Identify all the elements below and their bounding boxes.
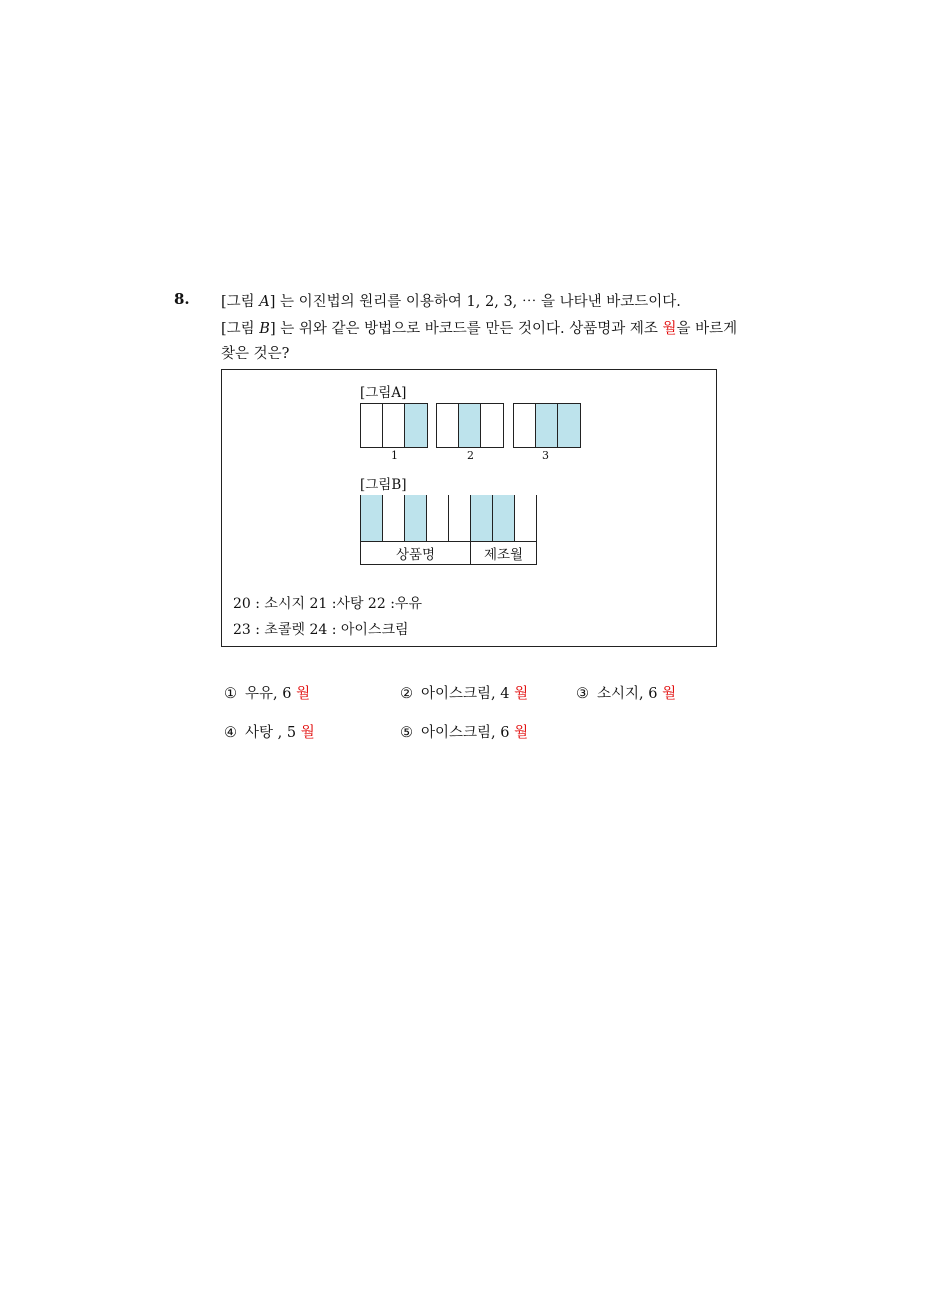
choice-4-mark: ④ — [224, 725, 237, 741]
code-cell — [558, 404, 580, 447]
code-cell — [405, 404, 427, 447]
barcode-b-cell — [405, 495, 427, 541]
code-cell — [481, 404, 503, 447]
choice-4[interactable] — [224, 721, 315, 742]
choice-1-mark: ① — [224, 686, 237, 702]
choice-3-mark: ③ — [576, 686, 589, 702]
barcode-b-cell — [427, 495, 449, 541]
barcode-b — [360, 495, 537, 541]
choice-1-red: 월 — [296, 686, 311, 702]
q2-red-word: 월 — [662, 321, 677, 337]
choice-4-red: 월 — [300, 725, 315, 741]
barcode-b-cell — [361, 495, 383, 541]
code-cell — [437, 404, 459, 447]
choice-3-red: 월 — [662, 686, 677, 702]
choice-1[interactable] — [224, 682, 310, 703]
barcode-b-cell — [493, 495, 515, 541]
question-number: 8. — [174, 290, 190, 308]
question-line-2 — [221, 317, 737, 338]
choice-5-text: 아이스크림, 6 — [421, 725, 515, 741]
choice-3-text: 소시지, 6 — [597, 686, 663, 702]
product-name-label: 상품명 — [361, 542, 471, 564]
choice-2-text: 아이스크림, 4 — [421, 686, 515, 702]
barcode-b-labels — [360, 541, 537, 565]
choice-5[interactable] — [400, 721, 528, 742]
legend-line-1: 20 : 소시지 21 :사탕 22 :우유 — [233, 596, 422, 612]
question-line-1 — [221, 290, 681, 311]
choice-4-text: 사탕 , 5 — [245, 725, 301, 741]
q2-post: ] 는 위와 같은 방법으로 바코드를 만든 것이다. 상품명과 제조 — [269, 321, 663, 337]
choice-5-red: 월 — [514, 725, 529, 741]
code-cell — [536, 404, 558, 447]
code-cell — [459, 404, 481, 447]
fig-b-ref: B — [259, 321, 270, 337]
choice-5-mark: ⑤ — [400, 725, 413, 741]
month-label: 제조월 — [483, 547, 524, 563]
fig-b-label: [그림B] — [360, 477, 407, 493]
choice-1-text: 우유, 6 — [245, 686, 297, 702]
fig-a-label: [그림A] — [360, 385, 407, 401]
code-label-3: 3 — [542, 449, 549, 462]
barcode-b-cell — [449, 495, 471, 541]
barcode-b-cell — [515, 495, 537, 541]
q1-pre: [그림 — [221, 294, 260, 310]
legend-line-2: 23 : 초콜렛 24 : 아이스크림 — [233, 622, 409, 638]
code-cell — [514, 404, 536, 447]
code-cell — [361, 404, 383, 447]
figure-box — [221, 369, 717, 647]
barcode-a-1 — [360, 403, 428, 448]
barcode-b-cell — [471, 495, 493, 541]
barcode-a-3 — [513, 403, 581, 448]
q2-pre: [그림 — [221, 321, 260, 337]
question-line-3: 찾은 것은? — [221, 346, 290, 362]
choice-2[interactable] — [400, 682, 528, 703]
code-cell — [383, 404, 405, 447]
q2-end: 을 바르게 — [676, 321, 738, 337]
code-label-1: 1 — [391, 449, 398, 462]
fig-a-ref: A — [259, 294, 270, 310]
choice-2-red: 월 — [514, 686, 529, 702]
q1-post: ] 는 이진법의 원리를 이용하여 1, 2, 3, ⋯ 을 나타낸 바코드이다. — [269, 294, 681, 310]
choice-2-mark: ② — [400, 686, 413, 702]
code-label-2: 2 — [467, 449, 474, 462]
barcode-a-2 — [436, 403, 504, 448]
choice-3[interactable] — [576, 682, 676, 703]
barcode-b-cell — [383, 495, 405, 541]
